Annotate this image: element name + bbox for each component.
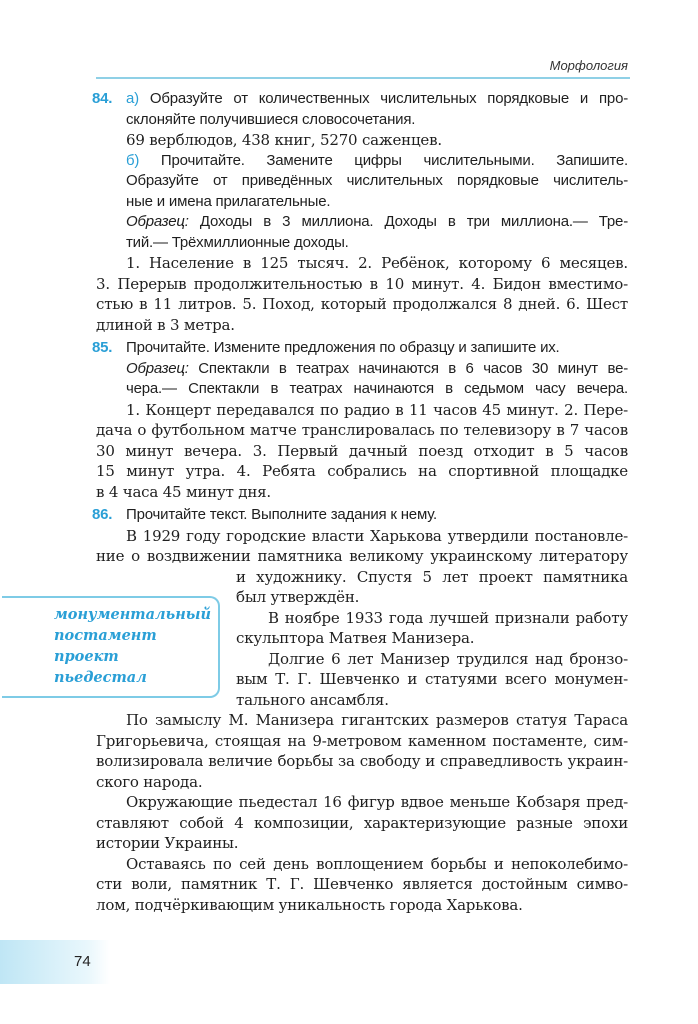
task-text: в 4 часа 45 минут дня. <box>96 482 271 501</box>
vocab-word: проект <box>54 648 119 665</box>
exercise-number: 84. <box>92 90 113 107</box>
text-line: и художнику. Спустя 5 лет проект памятника <box>236 567 628 586</box>
section-header: Морфология <box>549 58 628 73</box>
text-line: Долгие 6 лет Манизер трудился над бронзо- <box>268 649 628 668</box>
subtask-label: а) <box>126 90 139 107</box>
text-line: был утверждён. <box>236 588 360 606</box>
page-content <box>92 89 629 915</box>
exercise-86 <box>92 505 628 915</box>
text-line: В ноябре 1933 года лучшей признали работу <box>268 608 628 627</box>
instruction-text: Прочитайте текст. Выполните задания к нему. <box>126 506 437 523</box>
text-line: лом, подчёркивающим уникальность города Харькова. <box>96 895 523 914</box>
subtask-label: б) <box>126 151 140 169</box>
instruction-text: Образуйте от количественных числительных порядковые и про- <box>149 90 629 107</box>
text-line: волизировала величие борьбы за свободу и справедливость украин- <box>96 752 628 770</box>
text-line: тального ансамбля. <box>236 690 389 709</box>
task-text: длиной в 3 метра. <box>96 315 235 334</box>
text-line: истории Украины. <box>96 834 239 852</box>
text-line: скульптора Матвея Манизера. <box>236 629 475 647</box>
page-number: 74 <box>74 953 91 970</box>
sample-label: Образец: <box>126 359 189 377</box>
exercise-84 <box>92 89 629 335</box>
task-text: дача о футбольном матче транслировалась по телевизору в 7 часов <box>96 421 628 439</box>
task-text: стью в 11 литров. 5. Поход, который продолжался 8 дней. 6. Шест <box>96 295 628 313</box>
vocabulary-box <box>2 596 220 698</box>
instruction-text: Образуйте от приведённых числительных порядковые числитель- <box>126 172 628 189</box>
instruction-text: ные и имена прилагательные. <box>126 192 331 210</box>
text-line: вым Т. Г. Шевченко и статуями всего монумен- <box>236 670 628 688</box>
sample-label: Образец: <box>126 213 189 230</box>
text-line: По замыслу М. Манизера гигантских размеров статуя Тараса <box>126 711 628 729</box>
text-line: ставляют собой 4 композиции, характеризующие разные эпохи <box>96 813 628 832</box>
task-text: 3. Перерыв продолжительностью в 10 минут. 4. Бидон вместимо- <box>96 274 628 293</box>
sample-text: Доходы в 3 миллиона. Доходы в три миллиона.— Тре- <box>199 213 628 230</box>
text-line: В 1929 году городские власти Харькова утвердили постановле- <box>126 526 628 545</box>
text-line: Григорьевича, стоящая на 9-метровом каменном постаменте, сим- <box>96 731 628 750</box>
text-line: ского народа. <box>96 772 203 791</box>
task-text: 1. Концерт передавался по радио в 11 часов 45 минут. 2. Пере- <box>126 400 628 419</box>
header-rule <box>96 77 630 79</box>
exercise-number: 85. <box>92 339 113 356</box>
task-text: 15 минут утра. 4. Ребята собрались на спортивной площадке <box>96 462 628 480</box>
instruction-text: склоняйте получившиеся словосочетания. <box>126 110 416 128</box>
exercise-85 <box>92 338 629 502</box>
word-list: 69 верблюдов, 438 книг, 5270 саженцев. <box>126 131 442 149</box>
sample-text: тий.— Трёхмиллионные доходы. <box>126 233 349 251</box>
sample-text: чера.— Спектакли в театрах начинаются в седьмом часу вечера. <box>126 380 628 397</box>
text-line: Оставаясь по сей день воплощением борьбы и непоколебимо- <box>126 854 628 873</box>
text-line: Окружающие пьедестал 16 фигур вдвое меньше Кобзаря пред- <box>126 793 628 811</box>
vocab-word: пьедестал <box>54 669 147 686</box>
page-number-band <box>0 940 110 984</box>
vocab-word: монументальный <box>54 606 212 623</box>
task-text: 1. Население в 125 тысяч. 2. Ребёнок, которому 6 месяцев. <box>126 254 628 272</box>
text-line: ние о воздвижении памятника великому украинскому литератору <box>96 547 628 565</box>
text-line: сти воли, памятник Т. Г. Шевченко является достойным симво- <box>96 875 628 893</box>
exercise-number: 86. <box>92 506 113 523</box>
instruction-text: Прочитайте. Замените цифры числительными. Запишите. <box>160 151 628 169</box>
sample-text: Спектакли в театрах начинаются в 6 часов 30 минут ве- <box>198 359 629 377</box>
task-text: 30 минут вечера. 3. Первый дачный поезд отходит в 5 часов <box>96 441 628 460</box>
vocab-word: постамент <box>54 627 157 644</box>
instruction-text: Прочитайте. Измените предложения по образцу и запишите их. <box>126 339 560 356</box>
